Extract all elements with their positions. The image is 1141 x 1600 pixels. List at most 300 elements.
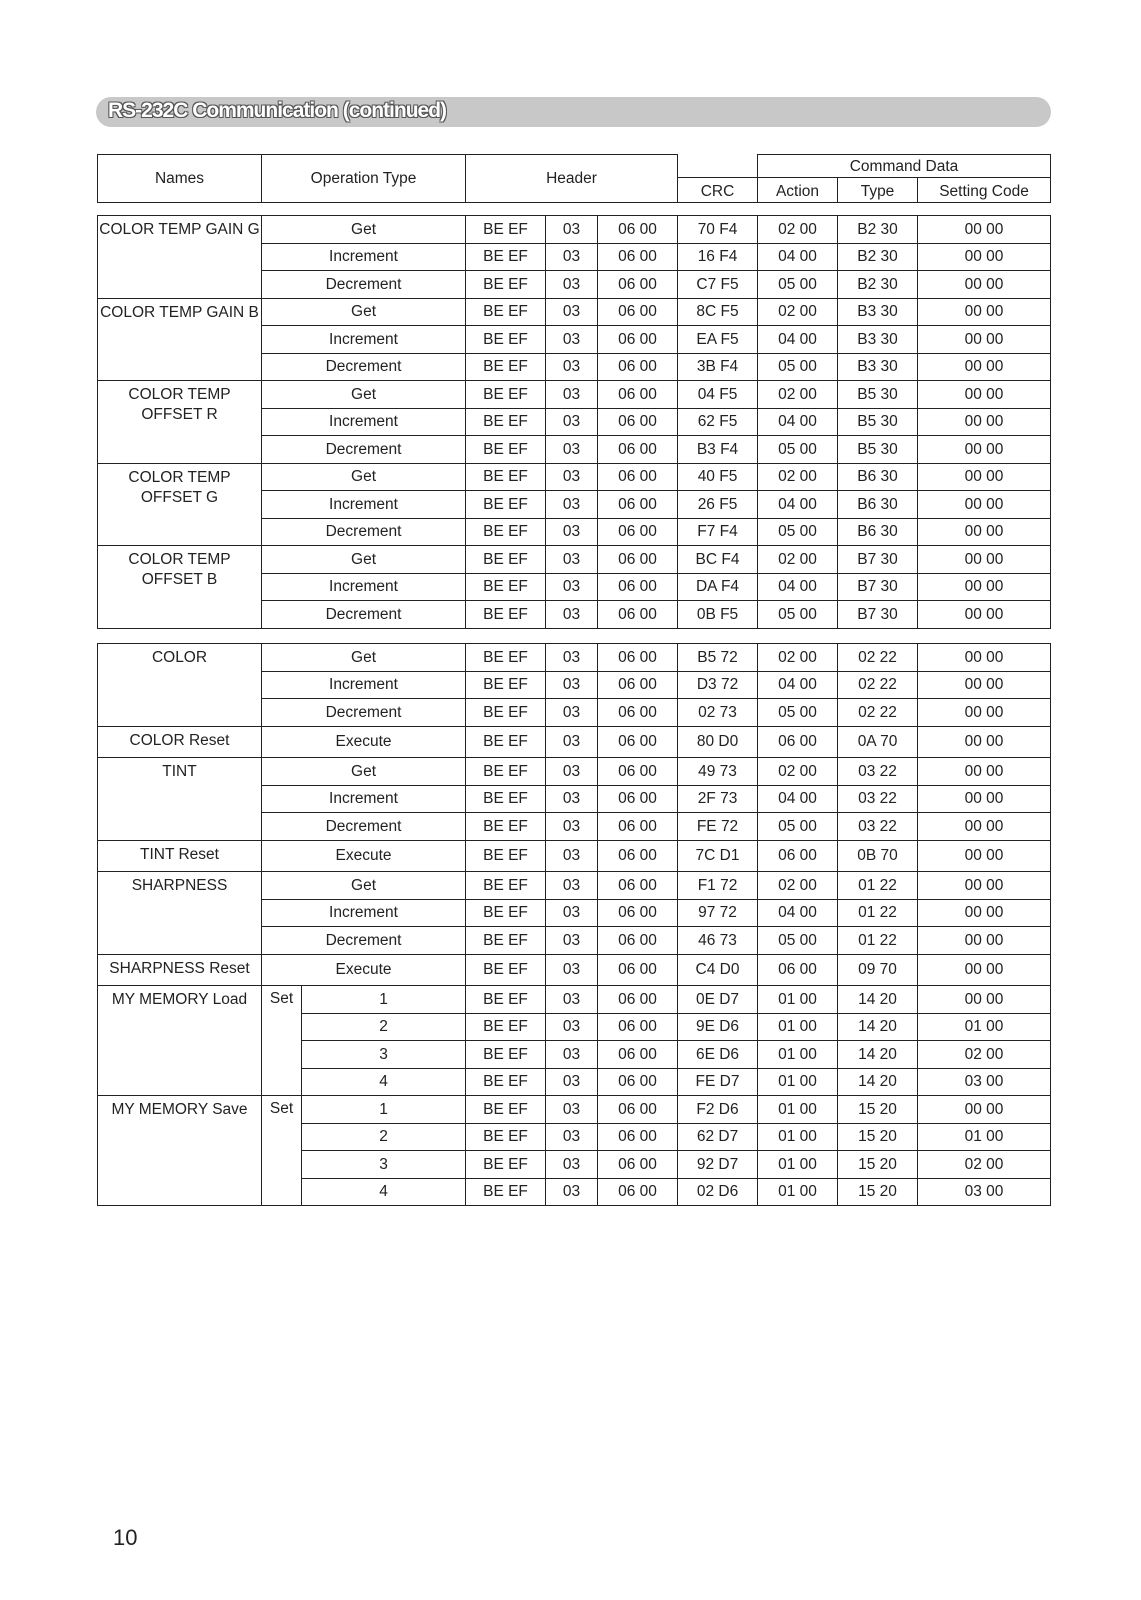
crc-value: C7 F5 xyxy=(678,271,758,299)
type-value: B7 30 xyxy=(838,546,918,574)
header-byte-3: 06 00 xyxy=(598,726,678,758)
action-value: 02 00 xyxy=(758,872,838,900)
header-byte-2: 03 xyxy=(546,954,598,986)
header-byte-1: BE EF xyxy=(466,408,546,436)
type-value: 15 20 xyxy=(838,1151,918,1179)
action-value: 04 00 xyxy=(758,899,838,927)
header-byte-2: 03 xyxy=(546,243,598,271)
crc-value: 6E D6 xyxy=(678,1041,758,1069)
header-byte-3: 06 00 xyxy=(598,243,678,271)
type-value: B6 30 xyxy=(838,463,918,491)
crc-value: 3B F4 xyxy=(678,353,758,381)
action-value: 05 00 xyxy=(758,601,838,629)
command-name: MY MEMORY Load xyxy=(98,986,262,1096)
crc-value: B5 72 xyxy=(678,644,758,672)
action-value: 04 00 xyxy=(758,491,838,519)
command-name: MY MEMORY Save xyxy=(98,1096,262,1206)
crc-value: DA F4 xyxy=(678,573,758,601)
setting-code-value: 00 00 xyxy=(918,436,1051,464)
col-header-header: Header xyxy=(466,155,678,203)
crc-value: F1 72 xyxy=(678,872,758,900)
header-byte-2: 03 xyxy=(546,463,598,491)
header-table xyxy=(97,154,1051,203)
crc-value: 92 D7 xyxy=(678,1151,758,1179)
setting-code-value: 00 00 xyxy=(918,954,1051,986)
header-byte-3: 06 00 xyxy=(598,813,678,841)
header-byte-1: BE EF xyxy=(466,1123,546,1151)
crc-value: F7 F4 xyxy=(678,518,758,546)
operation-type: Get xyxy=(262,758,466,786)
setting-code-value: 00 00 xyxy=(918,758,1051,786)
header-byte-2: 03 xyxy=(546,785,598,813)
action-value: 06 00 xyxy=(758,954,838,986)
type-value: 14 20 xyxy=(838,1068,918,1096)
header-byte-1: BE EF xyxy=(466,546,546,574)
operation-type: 1 xyxy=(302,1096,466,1124)
type-value: B7 30 xyxy=(838,573,918,601)
header-byte-3: 06 00 xyxy=(598,298,678,326)
header-byte-2: 03 xyxy=(546,1178,598,1206)
table-row xyxy=(98,840,1051,872)
header-byte-2: 03 xyxy=(546,601,598,629)
header-byte-1: BE EF xyxy=(466,986,546,1014)
action-value: 01 00 xyxy=(758,1041,838,1069)
table-row xyxy=(98,298,1051,326)
action-value: 01 00 xyxy=(758,1178,838,1206)
crc-value: 97 72 xyxy=(678,899,758,927)
header-byte-1: BE EF xyxy=(466,518,546,546)
header-byte-3: 06 00 xyxy=(598,954,678,986)
header-byte-3: 06 00 xyxy=(598,271,678,299)
header-byte-1: BE EF xyxy=(466,1041,546,1069)
operation-type: 3 xyxy=(302,1151,466,1179)
section-title: RS-232C Communication (continued) xyxy=(108,99,447,122)
type-value: B3 30 xyxy=(838,298,918,326)
action-value: 01 00 xyxy=(758,1123,838,1151)
header-byte-3: 06 00 xyxy=(598,601,678,629)
header-byte-1: BE EF xyxy=(466,1178,546,1206)
operation-type: Get xyxy=(262,546,466,574)
crc-value: EA F5 xyxy=(678,326,758,354)
type-value: B6 30 xyxy=(838,491,918,519)
header-byte-1: BE EF xyxy=(466,1096,546,1124)
header-byte-2: 03 xyxy=(546,644,598,672)
setting-code-value: 00 00 xyxy=(918,353,1051,381)
crc-value: 04 F5 xyxy=(678,381,758,409)
type-value: 03 22 xyxy=(838,758,918,786)
action-value: 06 00 xyxy=(758,726,838,758)
crc-value: 62 F5 xyxy=(678,408,758,436)
crc-value: 0E D7 xyxy=(678,986,758,1014)
header-byte-3: 06 00 xyxy=(598,436,678,464)
type-value: 02 22 xyxy=(838,671,918,699)
setting-code-value: 00 00 xyxy=(918,463,1051,491)
setting-code-value: 00 00 xyxy=(918,840,1051,872)
operation-type: Decrement xyxy=(262,518,466,546)
operation-type: Get xyxy=(262,872,466,900)
action-value: 04 00 xyxy=(758,671,838,699)
action-value: 04 00 xyxy=(758,785,838,813)
action-value: 04 00 xyxy=(758,573,838,601)
action-value: 02 00 xyxy=(758,546,838,574)
setting-code-value: 00 00 xyxy=(918,573,1051,601)
header-byte-2: 03 xyxy=(546,408,598,436)
col-names-header: Names xyxy=(98,155,262,203)
header-byte-2: 03 xyxy=(546,353,598,381)
crc-value: 16 F4 xyxy=(678,243,758,271)
header-byte-1: BE EF xyxy=(466,353,546,381)
command-name: COLOR xyxy=(98,644,262,727)
command-name: TINT xyxy=(98,758,262,841)
crc-value: 02 73 xyxy=(678,699,758,727)
header-byte-3: 06 00 xyxy=(598,644,678,672)
header-byte-1: BE EF xyxy=(466,899,546,927)
crc-value: 9E D6 xyxy=(678,1013,758,1041)
header-byte-1: BE EF xyxy=(466,872,546,900)
header-byte-2: 03 xyxy=(546,1068,598,1096)
header-byte-2: 03 xyxy=(546,758,598,786)
setting-code-value: 00 00 xyxy=(918,813,1051,841)
action-value: 02 00 xyxy=(758,758,838,786)
table-row xyxy=(98,726,1051,758)
table-row xyxy=(98,954,1051,986)
header-byte-1: BE EF xyxy=(466,1013,546,1041)
setting-code-value: 00 00 xyxy=(918,271,1051,299)
operation-type: Execute xyxy=(262,954,466,986)
action-value: 05 00 xyxy=(758,518,838,546)
type-value: 03 22 xyxy=(838,785,918,813)
action-value: 06 00 xyxy=(758,840,838,872)
header-byte-1: BE EF xyxy=(466,954,546,986)
col-operation-type-header: Operation Type xyxy=(262,155,466,203)
header-byte-1: BE EF xyxy=(466,573,546,601)
operation-type: Decrement xyxy=(262,927,466,955)
header-byte-3: 06 00 xyxy=(598,758,678,786)
command-name: COLOR TEMP OFFSET R xyxy=(98,381,262,464)
crc-value: 49 73 xyxy=(678,758,758,786)
command-name: COLOR TEMP GAIN G xyxy=(98,216,262,299)
header-byte-3: 06 00 xyxy=(598,840,678,872)
setting-code-value: 00 00 xyxy=(918,408,1051,436)
table-row xyxy=(98,381,1051,409)
setting-code-value: 00 00 xyxy=(918,927,1051,955)
setting-code-value: 03 00 xyxy=(918,1178,1051,1206)
type-value: 0A 70 xyxy=(838,726,918,758)
operation-type: Decrement xyxy=(262,601,466,629)
operation-type: Increment xyxy=(262,899,466,927)
type-value: B6 30 xyxy=(838,518,918,546)
header-byte-2: 03 xyxy=(546,840,598,872)
header-byte-3: 06 00 xyxy=(598,463,678,491)
setting-code-value: 00 00 xyxy=(918,298,1051,326)
setting-code-value: 02 00 xyxy=(918,1151,1051,1179)
header-byte-1: BE EF xyxy=(466,840,546,872)
command-name: COLOR TEMP GAIN B xyxy=(98,298,262,381)
type-value: B2 30 xyxy=(838,243,918,271)
setting-code-value: 01 00 xyxy=(918,1123,1051,1151)
action-value: 02 00 xyxy=(758,644,838,672)
table-row xyxy=(98,463,1051,491)
crc-value: 2F 73 xyxy=(678,785,758,813)
header-byte-3: 06 00 xyxy=(598,216,678,244)
header-byte-3: 06 00 xyxy=(598,573,678,601)
operation-type: Increment xyxy=(262,326,466,354)
setting-code-value: 01 00 xyxy=(918,1013,1051,1041)
setting-code-value: 00 00 xyxy=(918,699,1051,727)
action-value: 05 00 xyxy=(758,927,838,955)
type-value: B7 30 xyxy=(838,601,918,629)
crc-value: 80 D0 xyxy=(678,726,758,758)
page-number: 10 xyxy=(113,1525,138,1550)
action-value: 05 00 xyxy=(758,271,838,299)
header-byte-1: BE EF xyxy=(466,813,546,841)
type-value: 14 20 xyxy=(838,986,918,1014)
command-name: SHARPNESS xyxy=(98,872,262,955)
operation-type: Increment xyxy=(262,785,466,813)
type-value: 01 22 xyxy=(838,927,918,955)
header-byte-3: 06 00 xyxy=(598,785,678,813)
command-name: COLOR Reset xyxy=(98,726,262,758)
type-value: 14 20 xyxy=(838,1013,918,1041)
setting-code-value: 03 00 xyxy=(918,1068,1051,1096)
table-row xyxy=(98,216,1051,244)
type-value: 14 20 xyxy=(838,1041,918,1069)
action-value: 01 00 xyxy=(758,986,838,1014)
action-value: 02 00 xyxy=(758,463,838,491)
header-byte-1: BE EF xyxy=(466,326,546,354)
command-table-block-2 xyxy=(97,643,1051,1206)
crc-value: 02 D6 xyxy=(678,1178,758,1206)
action-value: 04 00 xyxy=(758,408,838,436)
command-name: SHARPNESS Reset xyxy=(98,954,262,986)
operation-type: Increment xyxy=(262,408,466,436)
header-byte-3: 06 00 xyxy=(598,1041,678,1069)
operation-type: Get xyxy=(262,216,466,244)
crc-value: B3 F4 xyxy=(678,436,758,464)
action-value: 05 00 xyxy=(758,813,838,841)
operation-type: Decrement xyxy=(262,353,466,381)
col-action-header: Action xyxy=(758,178,838,203)
type-value: 09 70 xyxy=(838,954,918,986)
operation-type: Get xyxy=(262,644,466,672)
header-byte-1: BE EF xyxy=(466,785,546,813)
operation-type: 1 xyxy=(302,986,466,1014)
type-value: 15 20 xyxy=(838,1096,918,1124)
type-value: 02 22 xyxy=(838,644,918,672)
header-byte-2: 03 xyxy=(546,1151,598,1179)
header-byte-3: 06 00 xyxy=(598,1151,678,1179)
header-byte-2: 03 xyxy=(546,518,598,546)
setting-code-value: 02 00 xyxy=(918,1041,1051,1069)
header-byte-3: 06 00 xyxy=(598,353,678,381)
type-value: B5 30 xyxy=(838,436,918,464)
header-byte-1: BE EF xyxy=(466,671,546,699)
operation-type: Increment xyxy=(262,243,466,271)
operation-type: Execute xyxy=(262,726,466,758)
setting-code-value: 00 00 xyxy=(918,601,1051,629)
operation-type: Get xyxy=(262,298,466,326)
operation-type: Increment xyxy=(262,671,466,699)
type-value: B3 30 xyxy=(838,326,918,354)
header-byte-2: 03 xyxy=(546,436,598,464)
operation-type: Decrement xyxy=(262,813,466,841)
action-value: 05 00 xyxy=(758,699,838,727)
header-byte-3: 06 00 xyxy=(598,1068,678,1096)
header-byte-1: BE EF xyxy=(466,601,546,629)
header-byte-1: BE EF xyxy=(466,436,546,464)
operation-type: Decrement xyxy=(262,699,466,727)
operation-type: 4 xyxy=(302,1178,466,1206)
type-value: 02 22 xyxy=(838,699,918,727)
header-byte-2: 03 xyxy=(546,326,598,354)
command-table-block-1 xyxy=(97,215,1051,629)
header-byte-2: 03 xyxy=(546,699,598,727)
header-byte-3: 06 00 xyxy=(598,1123,678,1151)
header-byte-2: 03 xyxy=(546,872,598,900)
header-byte-2: 03 xyxy=(546,1041,598,1069)
setting-code-value: 00 00 xyxy=(918,381,1051,409)
header-byte-2: 03 xyxy=(546,927,598,955)
setting-code-value: 00 00 xyxy=(918,518,1051,546)
header-byte-1: BE EF xyxy=(466,271,546,299)
header-byte-1: BE EF xyxy=(466,216,546,244)
header-byte-3: 06 00 xyxy=(598,986,678,1014)
header-byte-3: 06 00 xyxy=(598,927,678,955)
crc-value: 46 73 xyxy=(678,927,758,955)
header-byte-2: 03 xyxy=(546,1096,598,1124)
col-setting-code-header: Setting Code xyxy=(918,178,1051,203)
crc-value: 26 F5 xyxy=(678,491,758,519)
crc-value: 0B F5 xyxy=(678,601,758,629)
header-byte-3: 06 00 xyxy=(598,1178,678,1206)
header-byte-2: 03 xyxy=(546,491,598,519)
header-byte-3: 06 00 xyxy=(598,518,678,546)
crc-value: 40 F5 xyxy=(678,463,758,491)
action-value: 01 00 xyxy=(758,1068,838,1096)
col-crc-header: CRC xyxy=(678,178,758,203)
setting-code-value: 00 00 xyxy=(918,899,1051,927)
operation-type: Execute xyxy=(262,840,466,872)
crc-value: FE 72 xyxy=(678,813,758,841)
header-byte-2: 03 xyxy=(546,546,598,574)
header-byte-3: 06 00 xyxy=(598,381,678,409)
header-byte-1: BE EF xyxy=(466,758,546,786)
crc-value: 7C D1 xyxy=(678,840,758,872)
action-value: 05 00 xyxy=(758,353,838,381)
header-byte-1: BE EF xyxy=(466,1068,546,1096)
header-byte-1: BE EF xyxy=(466,463,546,491)
col-command-data-header: Command Data xyxy=(758,155,1051,178)
section-title-bar xyxy=(96,97,1051,127)
operation-type: Decrement xyxy=(262,436,466,464)
header-byte-2: 03 xyxy=(546,1013,598,1041)
header-byte-2: 03 xyxy=(546,298,598,326)
type-value: B2 30 xyxy=(838,271,918,299)
setting-code-value: 00 00 xyxy=(918,785,1051,813)
crc-spacer xyxy=(678,155,758,178)
setting-code-value: 00 00 xyxy=(918,243,1051,271)
header-byte-2: 03 xyxy=(546,1123,598,1151)
header-byte-1: BE EF xyxy=(466,381,546,409)
type-value: 01 22 xyxy=(838,899,918,927)
crc-value: 8C F5 xyxy=(678,298,758,326)
setting-code-value: 00 00 xyxy=(918,644,1051,672)
operation-type: 2 xyxy=(302,1013,466,1041)
action-value: 02 00 xyxy=(758,216,838,244)
action-value: 01 00 xyxy=(758,1096,838,1124)
action-value: 01 00 xyxy=(758,1013,838,1041)
table-row xyxy=(98,1096,1051,1124)
header-byte-3: 06 00 xyxy=(598,899,678,927)
setting-code-value: 00 00 xyxy=(918,1096,1051,1124)
type-value: B3 30 xyxy=(838,353,918,381)
operation-type: 4 xyxy=(302,1068,466,1096)
header-byte-1: BE EF xyxy=(466,927,546,955)
set-label: Set xyxy=(262,1096,302,1206)
operation-type: Decrement xyxy=(262,271,466,299)
type-value: 01 22 xyxy=(838,872,918,900)
header-byte-3: 06 00 xyxy=(598,1013,678,1041)
operation-type: 3 xyxy=(302,1041,466,1069)
header-byte-3: 06 00 xyxy=(598,699,678,727)
header-byte-3: 06 00 xyxy=(598,408,678,436)
header-byte-1: BE EF xyxy=(466,644,546,672)
header-byte-3: 06 00 xyxy=(598,546,678,574)
header-byte-2: 03 xyxy=(546,381,598,409)
type-value: 0B 70 xyxy=(838,840,918,872)
table-row xyxy=(98,872,1051,900)
operation-type: Increment xyxy=(262,491,466,519)
command-name: TINT Reset xyxy=(98,840,262,872)
type-value: 15 20 xyxy=(838,1178,918,1206)
action-value: 02 00 xyxy=(758,298,838,326)
header-byte-3: 06 00 xyxy=(598,872,678,900)
setting-code-value: 00 00 xyxy=(918,671,1051,699)
type-value: B5 30 xyxy=(838,381,918,409)
table-row xyxy=(98,986,1051,1014)
header-byte-1: BE EF xyxy=(466,699,546,727)
action-value: 05 00 xyxy=(758,436,838,464)
type-value: 15 20 xyxy=(838,1123,918,1151)
crc-value: BC F4 xyxy=(678,546,758,574)
crc-value: F2 D6 xyxy=(678,1096,758,1124)
type-value: B2 30 xyxy=(838,216,918,244)
crc-value: 62 D7 xyxy=(678,1123,758,1151)
crc-value: C4 D0 xyxy=(678,954,758,986)
crc-value: 70 F4 xyxy=(678,216,758,244)
header-byte-3: 06 00 xyxy=(598,326,678,354)
crc-value: FE D7 xyxy=(678,1068,758,1096)
setting-code-value: 00 00 xyxy=(918,546,1051,574)
action-value: 02 00 xyxy=(758,381,838,409)
type-value: 03 22 xyxy=(838,813,918,841)
type-value: B5 30 xyxy=(838,408,918,436)
operation-type: Get xyxy=(262,381,466,409)
crc-value: D3 72 xyxy=(678,671,758,699)
setting-code-value: 00 00 xyxy=(918,726,1051,758)
header-byte-2: 03 xyxy=(546,899,598,927)
header-byte-1: BE EF xyxy=(466,243,546,271)
setting-code-value: 00 00 xyxy=(918,326,1051,354)
header-byte-1: BE EF xyxy=(466,298,546,326)
setting-code-value: 00 00 xyxy=(918,491,1051,519)
header-byte-2: 03 xyxy=(546,216,598,244)
set-label: Set xyxy=(262,986,302,1096)
header-byte-1: BE EF xyxy=(466,491,546,519)
header-byte-1: BE EF xyxy=(466,1151,546,1179)
operation-type: Increment xyxy=(262,573,466,601)
header-byte-2: 03 xyxy=(546,573,598,601)
